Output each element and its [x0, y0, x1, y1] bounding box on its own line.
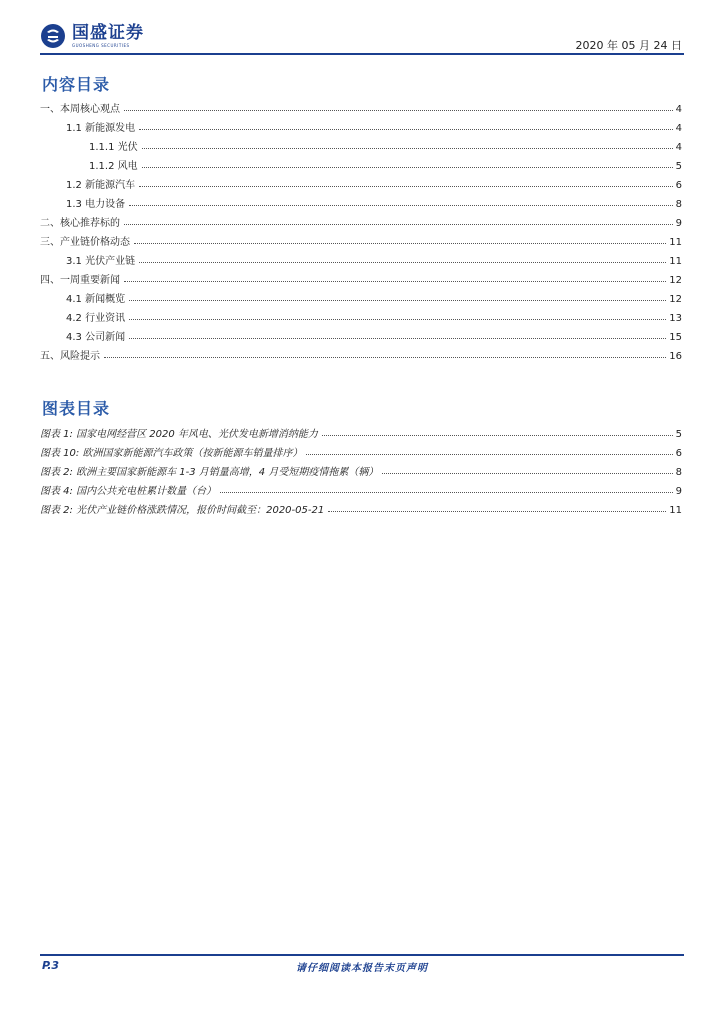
toc-entry[interactable]: 4.3 公司新闻 15	[40, 324, 682, 343]
brand-name-en: GUOSHENG SECURITIES	[72, 43, 130, 48]
disclaimer-note: 请仔细阅读本报告末页声明	[296, 963, 428, 974]
toc-entry[interactable]: 1.1.2 风电 5	[40, 153, 682, 172]
figure-entry[interactable]: 图表 1: 国家电网经营区 2020 年风电、光伏发电新增消纳能力 5	[40, 421, 682, 440]
toc-list	[40, 96, 682, 362]
toc-entry[interactable]: 二、核心推荐标的 9	[40, 210, 682, 229]
toc-title: 内容目录	[42, 75, 111, 94]
brand-name: 国盛证券	[72, 23, 144, 43]
toc-entry[interactable]: 1.1 新能源发电 4	[40, 115, 682, 134]
figure-entry[interactable]: 图表 2: 光伏产业链价格涨跌情况，报价时间截至：2020-05-21 11	[40, 497, 682, 516]
figure-entry[interactable]: 图表 4: 国内公共充电桩累计数量（台） 9	[40, 478, 682, 497]
report-date: 2020 年 05 月 24 日	[575, 39, 682, 52]
header-divider	[40, 53, 684, 55]
toc-entry[interactable]: 4.2 行业资讯 13	[40, 305, 682, 324]
footer-divider	[40, 954, 684, 956]
toc-entry[interactable]: 4.1 新闻概览 12	[40, 286, 682, 305]
figure-list	[40, 421, 682, 516]
figure-list-title: 图表目录	[42, 399, 111, 418]
company-logo	[40, 23, 144, 49]
figure-entry[interactable]: 图表 2: 欧洲主要国家新能源车 1-3 月销量高增，4 月受短期疫情拖累（辆） 8	[40, 459, 682, 478]
toc-entry[interactable]: 1.1.1 光伏 4	[40, 134, 682, 153]
toc-entry[interactable]: 三、产业链价格动态 11	[40, 229, 682, 248]
page-number: P.3	[42, 959, 60, 972]
toc-entry[interactable]: 3.1 光伏产业链 11	[40, 248, 682, 267]
toc-entry[interactable]: 四、一周重要新闻 12	[40, 267, 682, 286]
company-logo-icon	[40, 23, 66, 49]
toc-entry[interactable]: 一、本周核心观点 4	[40, 96, 682, 115]
toc-entry[interactable]: 1.3 电力设备 8	[40, 191, 682, 210]
toc-entry[interactable]: 1.2 新能源汽车 6	[40, 172, 682, 191]
figure-entry[interactable]: 图表 10: 欧洲国家新能源汽车政策（按新能源车销量排序） 6	[40, 440, 682, 459]
toc-entry[interactable]: 五、风险提示 16	[40, 343, 682, 362]
